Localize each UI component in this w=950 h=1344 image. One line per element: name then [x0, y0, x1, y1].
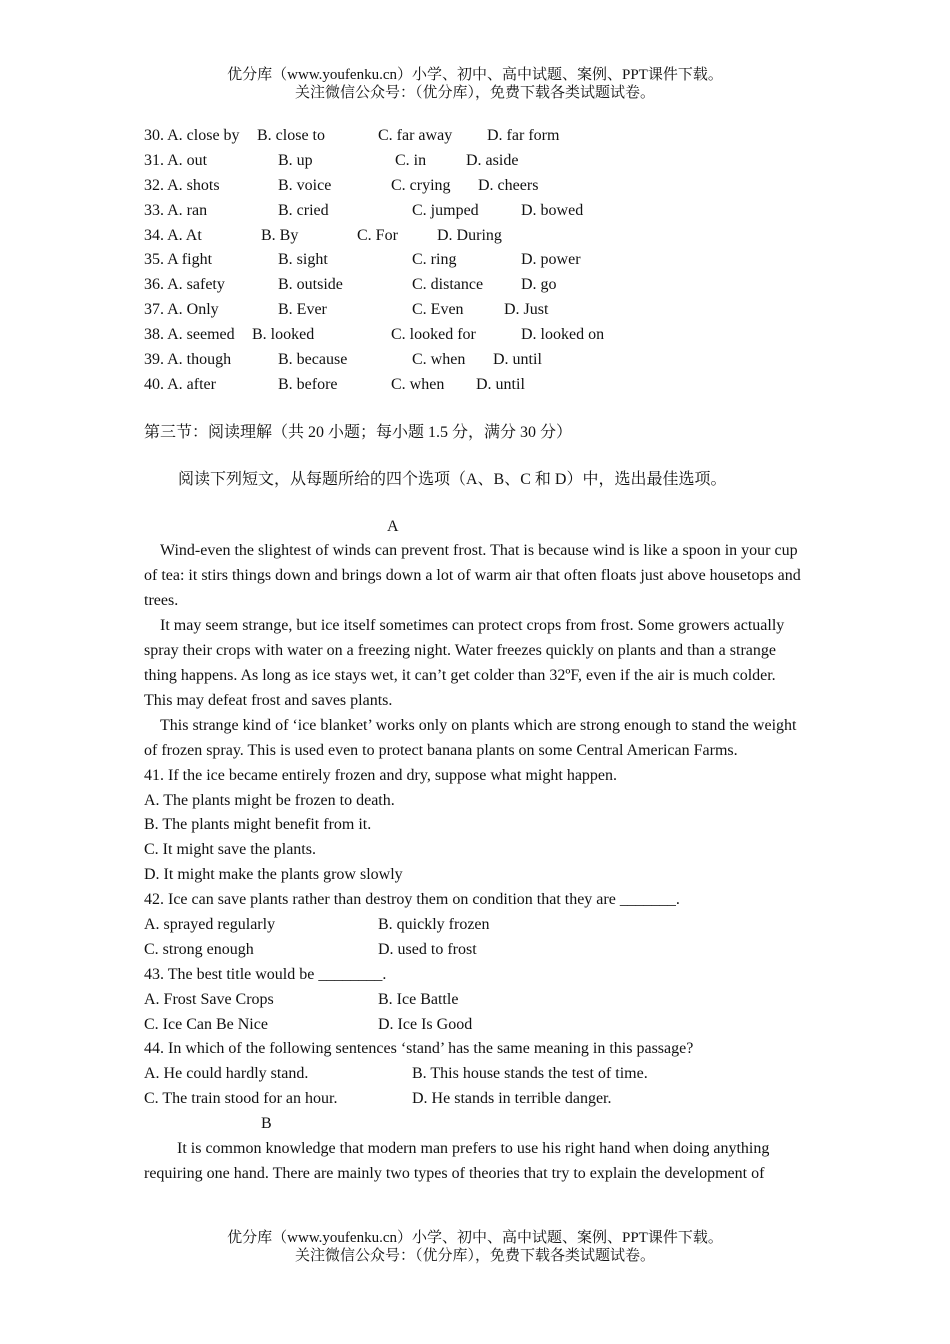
option-row-38 [144, 323, 806, 348]
option-b: B. voice [278, 176, 332, 194]
option-d: D. aside [466, 151, 519, 169]
question-42-option-c: C. strong enough [144, 940, 254, 958]
option-b: B. close to [257, 127, 325, 144]
option-b: B. sight [278, 251, 328, 269]
option-c: C. when [412, 351, 466, 369]
option-c: C. ring [412, 251, 457, 269]
option-a: 31. A. out [144, 151, 208, 169]
option-a: 40. A. after [144, 375, 216, 393]
cloze-options [144, 124, 806, 398]
document-body [144, 124, 806, 1187]
option-b: B. outside [278, 276, 343, 294]
question-43-stem: 43. The best title would be ________. [144, 965, 387, 983]
option-b: B. Ever [278, 301, 327, 319]
option-d: D. until [493, 351, 542, 369]
option-d: D. go [521, 276, 557, 294]
option-row-31 [144, 149, 806, 174]
passage-a-paragraph-1: Wind-even the slightest of winds can prevent frost. That is because wind is like a spoon in your cup of tea: it stirs things down and brings down a lot of warm air that often floats just above housetops and trees. [144, 542, 801, 610]
question-43-options-row-1 [144, 988, 806, 1013]
option-row-39 [144, 348, 806, 373]
option-d: D. far form [487, 127, 560, 144]
question-44-stem: 44. In which of the following sentences ‘stand’ has the same meaning in this passage? [144, 1040, 694, 1058]
question-44-option-a: A. He could hardly stand. [144, 1065, 309, 1083]
question-42-options-row-2 [144, 938, 806, 963]
question-44-option-d: D. He stands in terrible danger. [412, 1090, 612, 1108]
question-44-option-c: C. The train stood for an hour. [144, 1090, 338, 1108]
section-title: 第三节：阅读理解（共 20 小题；每小题 1.5 分，满分 30 分） [144, 423, 573, 441]
question-43-options-row-2 [144, 1013, 806, 1038]
section-instruction: 阅读下列短文，从每题所给的四个选项（A、B、C 和 D）中，选出最佳选项。 [178, 470, 727, 488]
question-41-option-c: C. It might save the plants. [144, 841, 316, 859]
passage-label-b: B [261, 1115, 272, 1133]
option-c: C. For [357, 226, 398, 244]
header-line-1: 优分库（www.youfenku.cn）小学、初中、高中试题、案例、PPT课件下载。 [227, 67, 723, 83]
option-d: D. cheers [478, 176, 539, 194]
passage-b-paragraph-1: It is common knowledge that modern man prefers to use his right hand when doing anything requiring one hand. There are mainly two types of theories that try to explain the development of [144, 1139, 770, 1182]
passage-a-paragraph-3: This strange kind of ‘ice blanket’ works only on plants which are strong enough to stand the weight of frozen spray. This is used even to protect banana plants on some Central American Farms. [144, 716, 797, 759]
page-footer [0, 1229, 950, 1265]
question-42-option-a: A. sprayed regularly [144, 915, 276, 933]
option-row-40 [144, 373, 806, 398]
question-42-stem: 42. Ice can save plants rather than destroy them on condition that they are _______. [144, 891, 680, 909]
footer-line-2: 关注微信公众号：（优分库），免费下载各类试题试卷。 [294, 1248, 655, 1264]
option-b: B. cried [278, 201, 329, 219]
option-a: 33. A. ran [144, 201, 208, 219]
header-line-2: 关注微信公众号：（优分库），免费下载各类试题试卷。 [294, 85, 655, 101]
option-c: C. far away [378, 127, 453, 144]
passage-label-a: A [387, 517, 399, 535]
option-b: B. up [278, 151, 313, 169]
question-44-option-b: B. This house stands the test of time. [412, 1065, 648, 1083]
footer-line-1: 优分库（www.youfenku.cn）小学、初中、高中试题、案例、PPT课件下载。 [227, 1230, 723, 1246]
option-c: C. when [391, 375, 445, 393]
question-43-option-a: A. Frost Save Crops [144, 990, 274, 1008]
page-header [0, 66, 950, 102]
question-42-options-row-1 [144, 913, 806, 938]
option-row-30 [144, 124, 806, 149]
option-c: C. in [395, 151, 427, 169]
option-a: 34. A. At [144, 226, 202, 244]
question-41-option-b: B. The plants might benefit from it. [144, 816, 372, 834]
option-c: C. crying [391, 176, 451, 194]
option-d: D. Just [504, 301, 549, 319]
question-41-stem: 41. If the ice became entirely frozen and dry, suppose what might happen. [144, 766, 618, 784]
option-c: C. jumped [412, 201, 479, 219]
question-43-option-b: B. Ice Battle [378, 990, 459, 1008]
question-44-options-row-2 [144, 1087, 806, 1112]
option-row-34 [144, 224, 806, 249]
option-d: D. until [476, 375, 525, 393]
option-row-33 [144, 199, 806, 224]
option-c: C. looked for [391, 326, 476, 344]
question-42-option-b: B. quickly frozen [378, 915, 490, 933]
option-a: 32. A. shots [144, 176, 220, 194]
option-row-37 [144, 298, 806, 323]
question-44-options-row-1 [144, 1062, 806, 1087]
question-41-option-d: D. It might make the plants grow slowly [144, 866, 403, 884]
option-a: 38. A. seemed [144, 326, 235, 344]
passage-a-paragraph-2: It may seem strange, but ice itself sometimes can protect crops from frost. Some growers actually spray their crops with water on a freezing night. Water freezes quickly on plants and than a strange thing happens. As long as ice stays wet, it can’t get colder than 32ºF, even if the air is much colder. This may defeat frost and saves plants. [144, 617, 785, 709]
option-row-32 [144, 174, 806, 199]
option-c: C. distance [412, 276, 484, 294]
question-42-option-d: D. used to frost [378, 940, 477, 958]
option-a: 39. A. though [144, 351, 232, 369]
question-43-option-c: C. Ice Can Be Nice [144, 1015, 268, 1033]
question-41-option-a: A. The plants might be frozen to death. [144, 791, 395, 809]
option-d: D. bowed [521, 201, 584, 219]
option-b: B. looked [252, 326, 315, 344]
option-row-35 [144, 248, 806, 273]
option-b: B. because [278, 351, 348, 369]
option-a: 35. A fight [144, 251, 213, 269]
option-c: C. Even [412, 301, 464, 319]
option-a: 37. A. Only [144, 301, 219, 319]
question-43-option-d: D. Ice Is Good [378, 1015, 473, 1033]
option-b: B. before [278, 375, 338, 393]
option-b: B. By [261, 226, 299, 244]
option-d: D. During [437, 226, 502, 244]
option-d: D. looked on [521, 326, 605, 344]
option-a: 36. A. safety [144, 276, 225, 294]
option-row-36 [144, 273, 806, 298]
option-a: 30. A. close by [144, 127, 240, 144]
option-d: D. power [521, 251, 581, 269]
